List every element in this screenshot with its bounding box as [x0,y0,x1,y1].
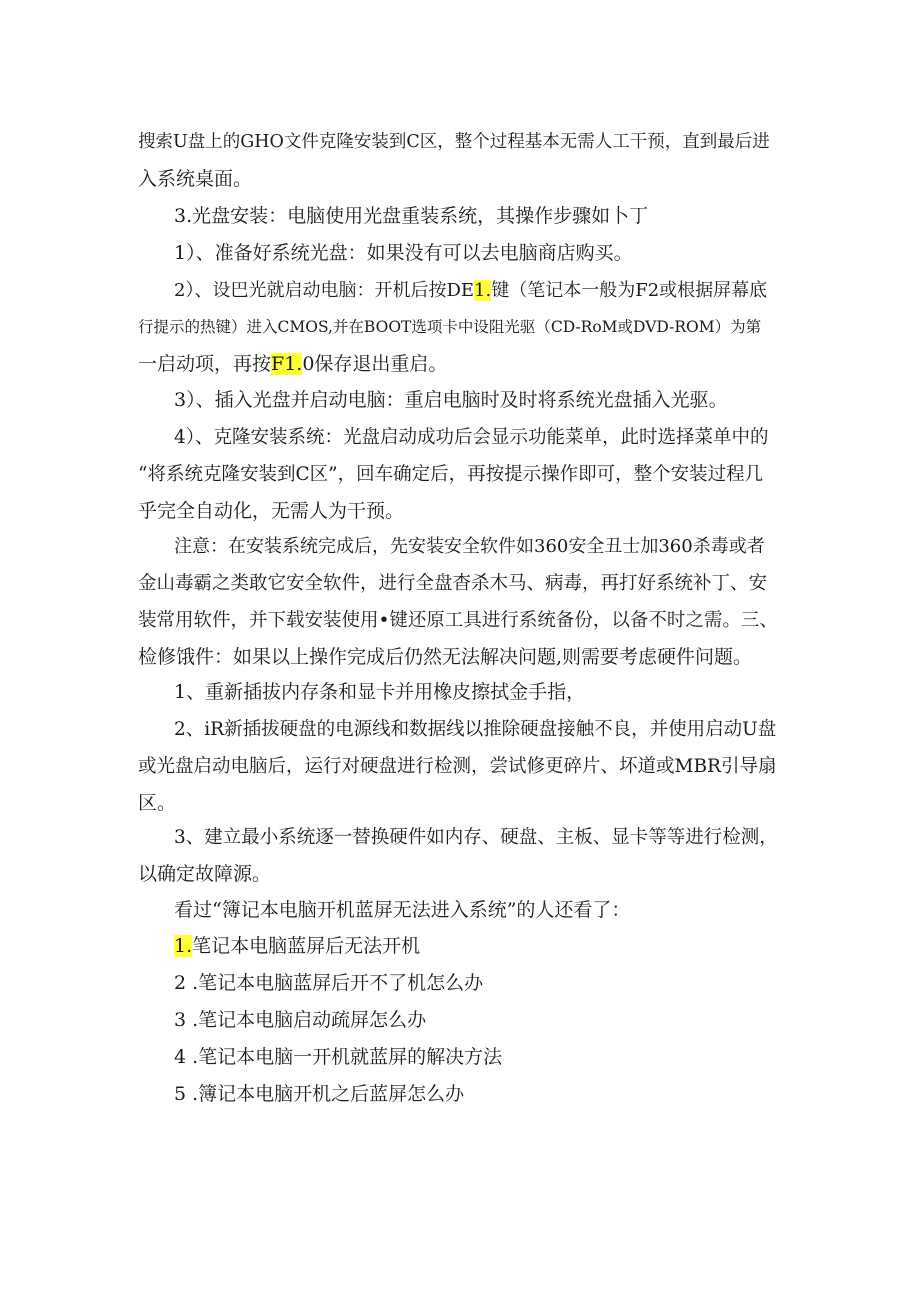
related-article-link[interactable]: 3 .笔记本电脑启动疏屏怎么办 [174,1009,427,1031]
highlighted-text: 1. [174,935,193,957]
related-article-link[interactable]: 5 .簿记本电脑开机之后蓝屏怎么办 [174,1083,465,1105]
paragraph-note [138,528,778,676]
text-line: 以确定故障源。 [138,863,272,885]
related-article-link[interactable]: 4 .笔记本电脑一开机就蓝屏的解决方法 [174,1046,503,1068]
text-line: 区。 [138,792,177,814]
text-line: 入系统桌面。 [138,168,253,190]
text-line: 乎完全自动化，无需人为干预。 [138,500,405,522]
text-line [138,346,778,383]
text-line: 装常用软件，并下载安装使用•键还原工具进行系统备份，以备不时之需。三、 [138,610,778,631]
paragraph-step-1 [138,235,778,272]
text-line: “将系统克隆安装到C区”，回车确定后，再按提示操作即可，整个安装过程几 [138,464,764,485]
text-line: 搜索U盘上的GHO文件克隆安装到C区，整个过程基本无需人工干预，直到最后进 [138,132,770,152]
highlighted-text: F1. [271,353,303,375]
related-article-title: 笔记本电脑蓝屏后无法开机 [192,935,421,957]
paragraph-ghost-install [138,124,778,198]
related-articles-list [138,928,778,1113]
paragraph-step-2 [138,272,778,383]
highlighted-text: 1. [474,280,492,301]
text-line: 3）、插入光盘并启动电脑：重启电脑时及时将系统光盘插入光驱。 [174,389,728,411]
text-line: 4）、克隆安装系统：光盘启动成功后会显示功能菜单，此时选择菜单中的 [174,427,769,448]
text-line: 1、重新插拔内存条和显卡并用橡皮擦拭金手指， [174,681,586,703]
text-line: 或光盘启动电脑后，运行对硬盘进行检测，尝试修更碎片、坏道或MBR引导扇 [138,756,777,777]
text-line: 2、iR新插拔硬盘的电源线和数据线以推除硬盘接触不良，并使用启动U盘 [174,719,777,740]
text-line: 行提示的热键）进入CMOS,并在BOOT选项卡中设阻光驱（CD-RoM或DVD-ROM）为第 [138,318,762,336]
text-line [138,272,778,309]
paragraph-hw-step-3 [138,819,778,893]
text-segment: 一启动项，再按 [138,353,272,375]
paragraph-hw-step-2 [138,711,778,822]
related-heading [138,892,778,929]
paragraph-step-3 [138,382,778,419]
paragraph-cd-install-heading [138,198,778,235]
text-line: 注意：在安装系统完成后，先安装安全软件如360安全丑士加360杀毒或者 [174,536,765,557]
text-segment: 2）、设巴光就启动电脑：开机后按DE [174,280,475,301]
text-segment: 0保存退出重启。 [302,353,448,375]
text-line: 3、建立最小系统逐一替换硬件如内存、硬盘、主板、显卡等等进行检测， [174,827,778,848]
text-line: 3.光盘安装：电脑使用光盘重装系统，其操作步骤如卜丁 [174,205,649,227]
paragraph-step-4 [138,419,778,530]
text-line: 看过“簿记本电脑开机蓝屏无法进入系统”的人还看了： [174,899,631,921]
related-article-link[interactable]: 2 .笔记本电脑蓝屏后开不了机怎么办 [174,972,484,994]
related-article-link[interactable] [138,928,778,965]
text-line: 检修饿件：如果以上操作完成后仍然无法解决问题,则需要考虑硬件问题。 [138,646,753,668]
paragraph-hw-step-1 [138,674,778,711]
text-line: 金山毒霸之类敢它安全软件，进行全盘杳杀木马、病毒，再打好系统补丁、安 [138,573,768,594]
text-segment: 键（笔记本一般为F2或根据屏幕底 [491,280,768,301]
text-line: 1）、准备好系统光盘：如果没有可以去电脑商店购买。 [174,242,633,264]
